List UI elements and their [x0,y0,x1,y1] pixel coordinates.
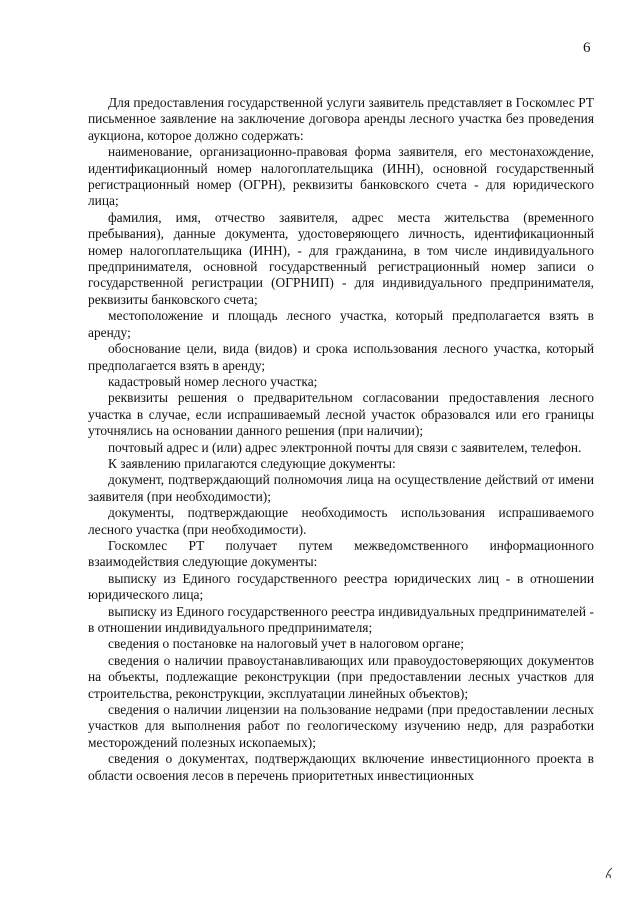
paragraph-citizen: фамилия, имя, отчество заявителя, адрес места жительства (временного пребывания), данные документа, удостоверяющего личность, идентификационный номер налогоплательщика (ИНН), - для гражданина, в том числе индивидуального предпринимателя, основной государственный регистрационный номер записи о государственной регистрации (ОГРНИП) - для индивидуального предпринимателя, реквизиты банковского счета; [88,209,594,307]
paragraph-legal-entity: наименование, организационно-правовая форма заявителя, его местонахождение, идентификационный номер налогоплательщика (ИНН), основной государственный регистрационный номер (ОГРН), реквизиты банковского счета - для юридического лица; [88,144,594,209]
paragraph-authority-document: документ, подтверждающий полномочия лица на осуществление действий от имени заявителя (при необходимости); [88,472,594,504]
paragraph-egrip-extract: выписку из Единого государственного реестра индивидуальных предпринимателей - в отношении индивидуального предпринимателя; [88,603,594,635]
paragraph-subsoil-license: сведения о наличии лицензии на пользование недрами (при предоставлении лесных участков для выполнения работ по геологическому изучению недр, для разработки месторождений полезных ископаемых); [88,702,594,750]
paragraph-tax-registration: сведения о постановке на налоговый учет в налоговом органе; [108,636,464,652]
paragraph-location-area: местоположение и площадь лесного участка, который предполагается взять в аренду; [88,308,594,340]
document-body [88,95,594,784]
paragraph-cadastral-number: кадастровый номер лесного участка; [108,373,318,389]
paragraph-preliminary-decision: реквизиты решения о предварительном согласовании предоставления лесного участка в случае, если испрашиваемый лесной участок образовался или его границы уточнялись на основании данного решения (при наличии); [88,390,594,439]
paragraph-egrul-extract: выписку из Единого государственного реестра юридических лиц - в отношении юридического лица; [88,570,594,603]
page-number: 6 [583,40,591,56]
paragraph-investment-project: сведения о документах, подтверждающих включение инвестиционного проекта в области освоения лесов в перечень приоритетных инвестиционных [88,751,594,783]
paragraph-necessity-documents: документы, подтверждающие необходимость использования испрашиваемого лесного участка (при необходимости). [88,505,594,537]
paragraph-attachments-heading: К заявлению прилагаются следующие документы: [108,455,396,471]
paragraph-title-documents: сведения о наличии правоустанавливающих или правоудостоверяющих документов на объекты, подлежащие реконструкции (при предоставлении лесных участков для строительства, реконструкции, эксплуатации линейных объектов); [88,652,594,701]
initials-mark [604,866,614,880]
paragraph-intro: Для предоставления государственной услуги заявитель представляет в Госкомлес РТ письменное заявление на заключение договора аренды лесного участка без проведения аукциона, которое должно содержать: [88,95,594,143]
paragraph-interagency-heading: Госкомлес РТ получает путем межведомственного информационного взаимодействия следующие документы: [88,537,594,570]
paragraph-contacts: почтовый адрес и (или) адрес электронной почты для связи с заявителем, телефон. [108,439,582,455]
paragraph-purpose: обоснование цели, вида (видов) и срока использования лесного участка, который предполагается взять в аренду; [88,341,594,373]
